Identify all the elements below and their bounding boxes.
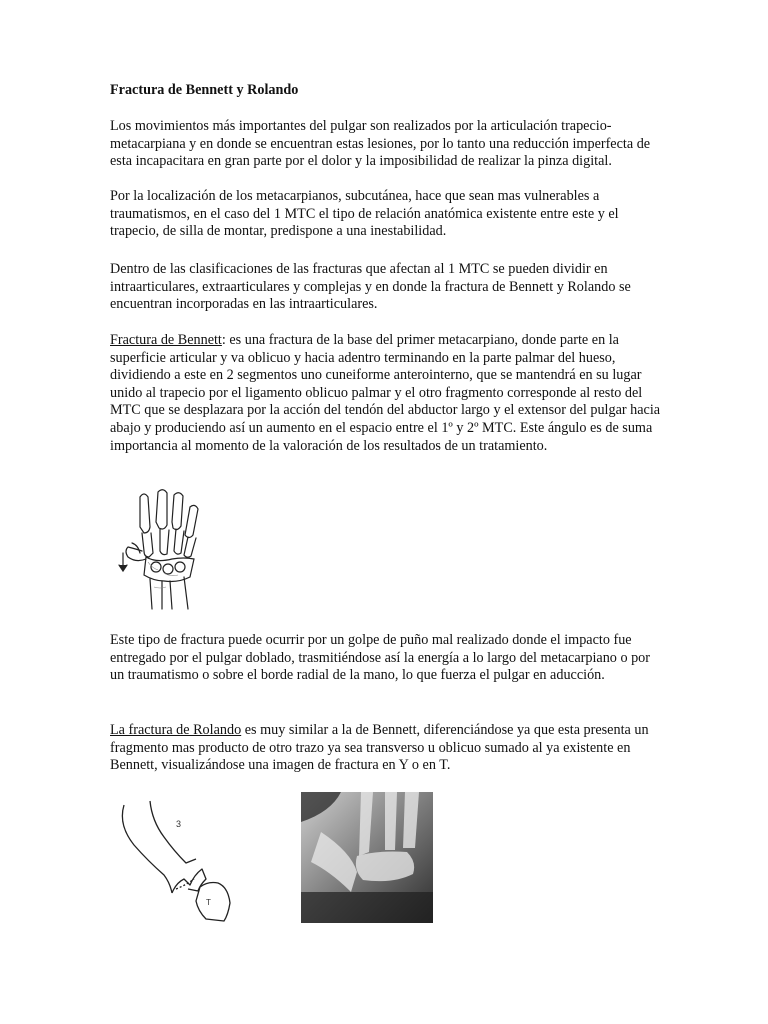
rolando-description: es muy similar a la de Bennett, diferenciándose ya que esta presenta un fragmento mas producto de otro trazo ya sea transverso u oblicuo sumado al ya existente en Bennett, visualizándose una imagen de fractura en Y o en T. [110, 722, 649, 774]
bennett-term: Fractura de Bennett [110, 332, 222, 348]
xray-image [301, 792, 433, 923]
hand-bones-illustration [110, 487, 238, 611]
document-title: Fractura de Bennett y Rolando [110, 82, 299, 98]
rolando-fracture-diagram [110, 797, 242, 925]
paragraph-3: Dentro de las clasificaciones de las fracturas que afectan al 1 MTC se pueden dividir en intraarticulares, extraarticulares y complejas y en donde la fractura de Bennett y Rolando se encuentran incorporadas en las intraarticulares. [110, 261, 631, 313]
paragraph-5: Este tipo de fractura puede ocurrir por un golpe de puño mal realizado donde el impacto fue entregado por el pulgar doblado, trasmitiéndose así la energía a lo largo del metacarpiano o por un traumatismo o sobre el borde radial de la mano, lo que fuerza el pulgar en aducción. [110, 632, 650, 684]
bennett-description: : es una fractura de la base del primer metacarpiano, donde parte en la superficie articular y va oblicuo y hacia adentro terminando en la parte palmar del hueso, dividiendo a este en 2 segmentos uno cuneiforme anterointerno, que se mantendrá en su lugar unido al trapecio por el ligamento oblicuo palmar y el otro fragmento corresponde al resto del MTC que se desplazara por la acción del tendón del abductor largo y el extensor del pulgar hacia abajo y produciendo así un aumento en el espacio entre el 1º y 2º MTC. Este ángulo es de suma importancia al momento de la valoración de los resultados de un tratamiento. [110, 332, 661, 454]
paragraph-rolando [110, 722, 662, 775]
paragraph-1: Los movimientos más importantes del pulgar son realizados por la articulación trapecio-metacarpiana y en donde se encuentran estas lesiones, por lo tanto una reducción imperfecta de esta incapacitara en gran parte por el dolor y la imposibilidad de realizar la pinza digital. [110, 118, 651, 170]
paragraph-2: Por la localización de los metacarpianos, subcutánea, hace que sean mas vulnerables a traumatismos, en el caso del 1 MTC el tipo de relación anatómica existente entre este y el trapecio, de silla de montar, predispone a una inestabilidad. [110, 188, 619, 240]
paragraph-bennett [110, 332, 662, 455]
diagram-label-t: T [206, 898, 211, 907]
rolando-term: La fractura de Rolando [110, 722, 242, 738]
diagram-label-3: 3 [176, 819, 182, 829]
